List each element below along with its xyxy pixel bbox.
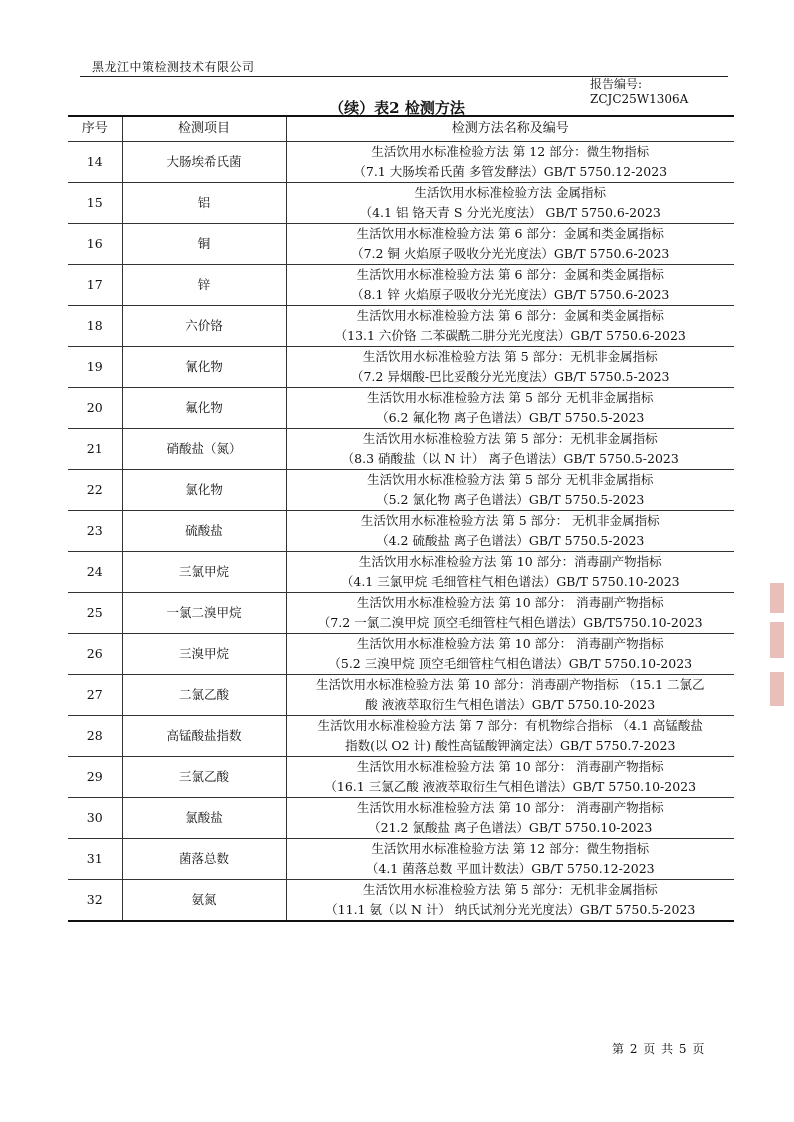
row-test-item: 硝酸盐（氮） (122, 429, 286, 470)
table-body (68, 142, 734, 922)
row-method (286, 839, 734, 880)
table-row (68, 347, 734, 388)
row-test-item: 一氯二溴甲烷 (122, 593, 286, 634)
row-method (286, 552, 734, 593)
row-method (286, 306, 734, 347)
row-number: 23 (68, 511, 122, 552)
row-method (286, 265, 734, 306)
row-method (286, 142, 734, 183)
row-test-item: 铝 (122, 183, 286, 224)
table-row (68, 716, 734, 757)
row-method (286, 470, 734, 511)
row-number: 25 (68, 593, 122, 634)
company-name: 黑龙江中策检测技术有限公司 (92, 60, 255, 74)
row-test-item: 氰化物 (122, 347, 286, 388)
row-method (286, 347, 734, 388)
method-line-2: 酸 液液萃取衍生气相色谱法）GB/T 5750.10-2023 (365, 697, 656, 712)
row-number: 18 (68, 306, 122, 347)
row-number: 15 (68, 183, 122, 224)
row-number: 32 (68, 880, 122, 922)
row-number: 19 (68, 347, 122, 388)
row-number: 17 (68, 265, 122, 306)
method-line-2: （5.2 三溴甲烷 顶空毛细管柱气相色谱法）GB/T 5750.10-2023 (328, 656, 693, 671)
row-test-item: 二氯乙酸 (122, 675, 286, 716)
seal-stamp-fragment (770, 622, 784, 658)
table-row (68, 388, 734, 429)
row-number: 28 (68, 716, 122, 757)
row-test-item: 锌 (122, 265, 286, 306)
method-line-2: （4.2 硫酸盐 离子色谱法）GB/T 5750.5-2023 (376, 533, 645, 548)
seal-stamp-fragment (770, 672, 784, 706)
row-number: 24 (68, 552, 122, 593)
row-number: 14 (68, 142, 122, 183)
method-line-2: （4.1 三氯甲烷 毛细管柱气相色谱法）GB/T 5750.10-2023 (340, 574, 680, 589)
table-row (68, 757, 734, 798)
row-test-item: 大肠埃希氏菌 (122, 142, 286, 183)
method-line-2: （6.2 氟化物 离子色谱法）GB/T 5750.5-2023 (376, 410, 645, 425)
header-method: 检测方法名称及编号 (286, 116, 734, 142)
row-method (286, 716, 734, 757)
table-row (68, 634, 734, 675)
row-test-item: 六价铬 (122, 306, 286, 347)
method-line-1: 生活饮用水标准检验方法 第 10 部分：消毒副产物指标 (358, 554, 662, 569)
method-line-1: 生活饮用水标准检验方法 第 5 部分 无机非金属指标 (367, 390, 654, 405)
method-line-2: （7.2 异烟酸-巴比妥酸分光光度法）GB/T 5750.5-2023 (350, 369, 670, 384)
table-row (68, 880, 734, 922)
method-line-2: （8.1 锌 火焰原子吸收分光光度法）GB/T 5750.6-2023 (351, 287, 670, 302)
method-line-1: 生活饮用水标准检验方法 第 5 部分：无机非金属指标 (362, 431, 658, 446)
table-row (68, 429, 734, 470)
method-line-2: （8.3 硝酸盐（以 N 计） 离子色谱法）GB/T 5750.5-2023 (341, 451, 679, 466)
row-method (286, 429, 734, 470)
table-row (68, 552, 734, 593)
row-number: 29 (68, 757, 122, 798)
method-line-1: 生活饮用水标准检验方法 第 5 部分：无机非金属指标 (362, 349, 658, 364)
row-test-item: 硫酸盐 (122, 511, 286, 552)
header-item: 检测项目 (122, 116, 286, 142)
row-method (286, 183, 734, 224)
table-title: （续）表2 检测方法 (329, 99, 465, 117)
row-number: 20 (68, 388, 122, 429)
table-row (68, 675, 734, 716)
table-row (68, 511, 734, 552)
row-test-item: 三氯甲烷 (122, 552, 286, 593)
table-row (68, 224, 734, 265)
method-line-1: 生活饮用水标准检验方法 第 12 部分：微生物指标 (371, 144, 650, 159)
row-test-item: 氯化物 (122, 470, 286, 511)
table-row (68, 470, 734, 511)
seal-stamp-fragment (770, 583, 784, 613)
method-line-2: （7.2 一氯二溴甲烷 顶空毛细管柱气相色谱法）GB/T5750.10-2023 (317, 615, 703, 630)
row-test-item: 高锰酸盐指数 (122, 716, 286, 757)
method-line-2: （13.1 六价铬 二苯碳酰二肼分光光度法）GB/T 5750.6-2023 (334, 328, 686, 343)
table-row (68, 306, 734, 347)
method-line-1: 生活饮用水标准检验方法 第 6 部分：金属和类金属指标 (356, 308, 664, 323)
row-test-item: 氨氮 (122, 880, 286, 922)
method-line-1: 生活饮用水标准检验方法 第 10 部分： 消毒副产物指标 (356, 595, 664, 610)
method-line-1: 生活饮用水标准检验方法 第 5 部分： 无机非金属指标 (360, 513, 660, 528)
row-number: 22 (68, 470, 122, 511)
row-method (286, 675, 734, 716)
table-row (68, 183, 734, 224)
page-number: 第 2 页 共 5 页 (612, 1042, 706, 1056)
row-method (286, 798, 734, 839)
row-method (286, 388, 734, 429)
row-number: 27 (68, 675, 122, 716)
row-method (286, 880, 734, 922)
row-method (286, 634, 734, 675)
row-test-item: 氯酸盐 (122, 798, 286, 839)
method-line-1: 生活饮用水标准检验方法 第 10 部分：消毒副产物指标 （15.1 二氯乙 (315, 677, 705, 692)
method-line-2: （7.2 铜 火焰原子吸收分光光度法）GB/T 5750.6-2023 (351, 246, 670, 261)
row-number: 26 (68, 634, 122, 675)
method-line-1: 生活饮用水标准检验方法 第 7 部分：有机物综合指标 （4.1 高锰酸盐 (317, 718, 703, 733)
report-number: 报告编号: ZCJC25W1306A (590, 77, 689, 106)
row-method (286, 593, 734, 634)
row-test-item: 三溴甲烷 (122, 634, 286, 675)
method-line-1: 生活饮用水标准检验方法 第 10 部分： 消毒副产物指标 (356, 800, 664, 815)
methods-table (68, 115, 734, 922)
row-number: 31 (68, 839, 122, 880)
method-line-2: 指数(以 O2 计) 酸性高锰酸钾滴定法）GB/T 5750.7-2023 (345, 738, 676, 753)
method-line-2: （5.2 氯化物 离子色谱法）GB/T 5750.5-2023 (376, 492, 645, 507)
row-number: 16 (68, 224, 122, 265)
table-row (68, 265, 734, 306)
row-number: 21 (68, 429, 122, 470)
row-test-item: 铜 (122, 224, 286, 265)
table-row (68, 798, 734, 839)
method-line-1: 生活饮用水标准检验方法 第 5 部分：无机非金属指标 (362, 882, 658, 897)
table-header-row (68, 116, 734, 142)
row-test-item: 氟化物 (122, 388, 286, 429)
method-line-1: 生活饮用水标准检验方法 第 10 部分： 消毒副产物指标 (356, 759, 664, 774)
method-line-2: （11.1 氨（以 N 计） 纳氏试剂分光光度法）GB/T 5750.5-2023 (325, 902, 696, 917)
row-method (286, 224, 734, 265)
row-method (286, 757, 734, 798)
method-line-1: 生活饮用水标准检验方法 第 12 部分：微生物指标 (371, 841, 650, 856)
method-line-2: （4.1 铝 铬天青 S 分光光度法） GB/T 5750.6-2023 (359, 205, 661, 220)
row-method (286, 511, 734, 552)
method-line-1: 生活饮用水标准检验方法 第 5 部分 无机非金属指标 (367, 472, 654, 487)
table-row (68, 839, 734, 880)
method-line-2: （4.1 菌落总数 平皿计数法）GB/T 5750.12-2023 (365, 861, 655, 876)
row-test-item: 菌落总数 (122, 839, 286, 880)
method-line-1: 生活饮用水标准检验方法 第 10 部分： 消毒副产物指标 (356, 636, 664, 651)
method-line-1: 生活饮用水标准检验方法 金属指标 (414, 185, 606, 200)
method-line-2: （21.2 氯酸盐 离子色谱法）GB/T 5750.10-2023 (368, 820, 653, 835)
table-row (68, 142, 734, 183)
header-no: 序号 (68, 116, 122, 142)
method-line-2: （16.1 三氯乙酸 液液萃取衍生气相色谱法）GB/T 5750.10-2023 (324, 779, 697, 794)
method-line-1: 生活饮用水标准检验方法 第 6 部分：金属和类金属指标 (356, 226, 664, 241)
method-line-1: 生活饮用水标准检验方法 第 6 部分：金属和类金属指标 (356, 267, 664, 282)
table-row (68, 593, 734, 634)
method-line-2: （7.1 大肠埃希氏菌 多管发酵法）GB/T 5750.12-2023 (353, 164, 668, 179)
row-test-item: 三氯乙酸 (122, 757, 286, 798)
row-number: 30 (68, 798, 122, 839)
